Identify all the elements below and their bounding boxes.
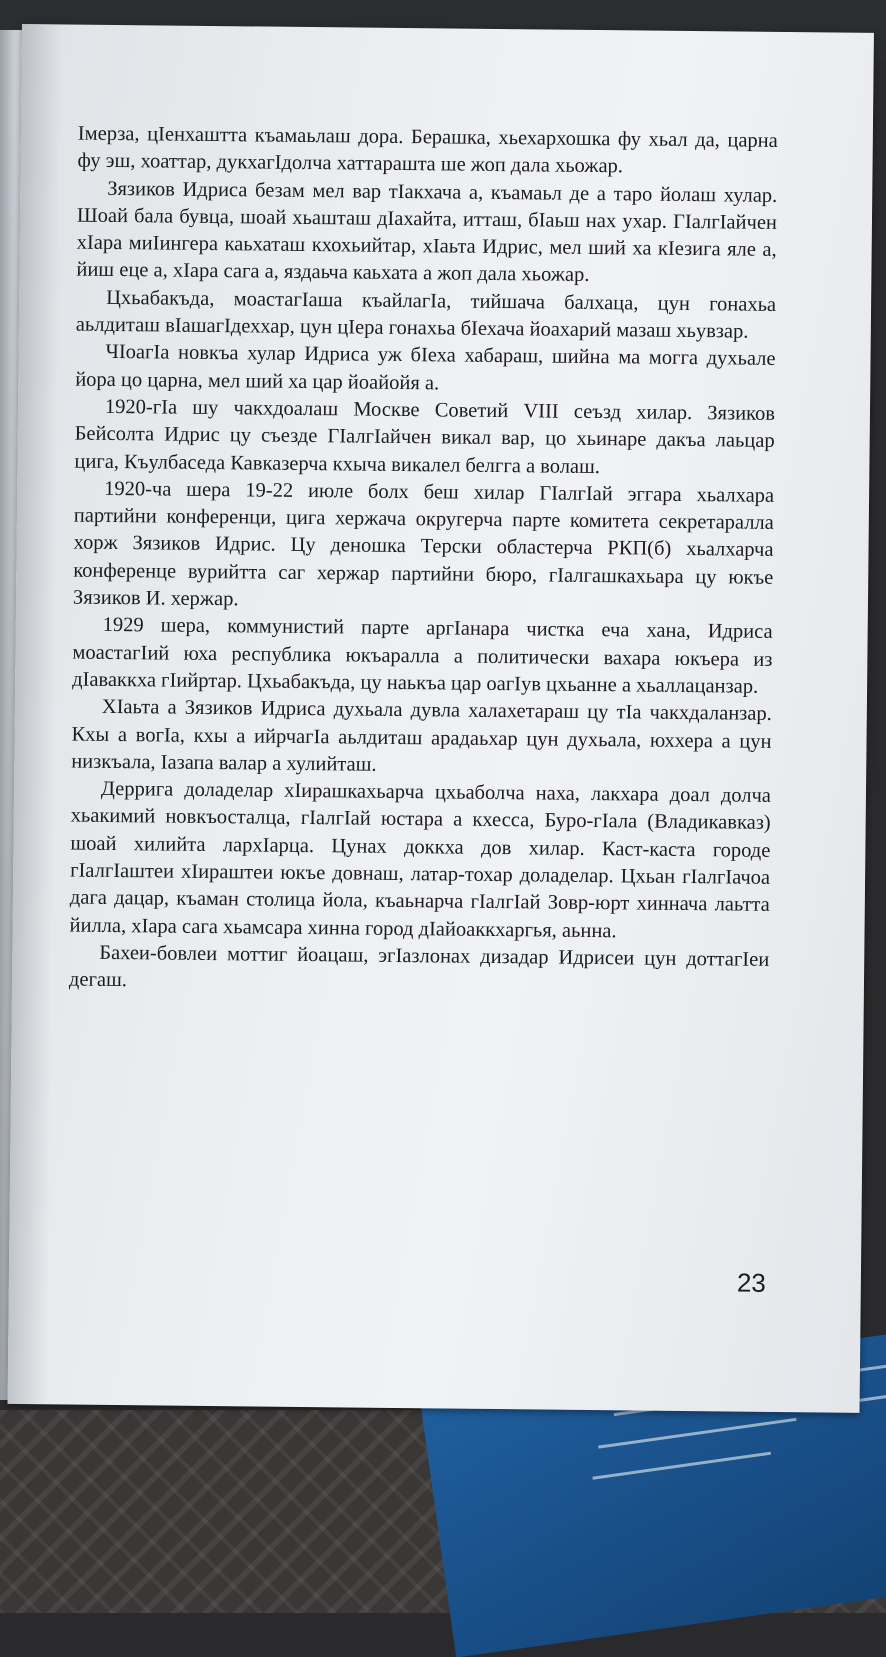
book-page xyxy=(8,24,874,1413)
paragraph: ЧІоагІа новкъа хулар Идриса уж бІеха хабараш, шийна ма могга духьале йора цо царна, мел ший ха цар йоайойя а. xyxy=(75,341,776,395)
book-cover-line xyxy=(598,1418,796,1449)
paragraph: 1929 шера, коммунистий парте аргІанара чистка еча хана, Идриса моастагІий юха республика юкъаралла а политически вахара юкъера из дІаваккха гІийртар. Цхьабакъда, цу наькъа цар оагІув цхьанне а хьаллацанзар. xyxy=(72,614,773,698)
paragraph: Зязиков Идриса безам мел вар тІакхача а, къамаьл де а таро йолаш хулар. Шоай бала бувца, шоай хьашташ дІахайта, итташ, бІаьш нах ухар. ГІалгІайчен хІара миІингера каьхаташ кхохьийтар, хІаьта Идрис, мел ший ха кІезига яле а, йиш еце а, хІара сага а, яздаьча каьхата а жоп дала хьожар. xyxy=(76,177,778,287)
page-number: 23 xyxy=(736,1267,767,1298)
paragraph: 1920-гІа шу чакхдоалаш Москве Советий VIII сеъзд хилар. Зязиков Бейсолта Идрис цу съезде ГІалгІайчен викал вар, цо хьинаре дакъа лаьцар цига, Къулбаседа Кавказерча кхыча викалел белгга а волаш. xyxy=(74,395,776,478)
paragraph: Цхьабакъда, моастагІаша къайлагІа, тийшача балхаца, цун гонахьа аьлдиташ вІашагІдеххар, цун цІера гонахьа бІехача йоахарий мазаш хьувзар. xyxy=(75,286,777,343)
paragraph: 1920-ча шера 19-22 июле болх беш хилар ГІалгІай эггара хьалхара партийни конференци, цига хержача округерча парте комитета секретаралла хорж Зязиков Идрис. Цу деношка Терски областерча РКП(б) хьалхарча конференце вурийтта саг хержар партийни бюро, гІалгашкахьара цу юкъе Зязиков И. хержар. xyxy=(72,477,775,611)
paragraph: Імерза, цІенхаштта къамаьлаш дора. Берашка, хьехархошка фу хьал да, царна фу эш, хоаттар, дукхагІдолча хаттараштa ше жоп дала хьожар. xyxy=(77,122,778,178)
paragraph: Бахеи-бовлеи моттиг йоацаш, эгІазлонах дизадар Идрисеи цун доттагІеи дегаш. xyxy=(68,941,770,992)
book-cover-line xyxy=(592,1452,771,1480)
paragraph: Деррига доладелар хІирашкахьарча цхьаболча наха, лакхара доал долча хьакимий новкъосталца, гІалгІай юстара а кхесса, Буро-гІала (Владикавказ) шоай хилийта лархІарца. Цунах доккха дов хилар. Каст-каста городе гІалгІаштеи хІираштеи юкъе довнаш, латар-тохар доладелар. Цхьан гІалгІачоа дага дацар, къаман столица йола, къаьнарча гІалгІай Зовр-юрт хиннача лаьтта йилла, хІара сага хьамсара хинна город дІайоаккхаргья, аьнна. xyxy=(69,777,772,942)
paragraph: ХІаьта а Зязиков Идриса духьала дувла халахетараш цу тІа чакхдаланзар. Кхы а вогІа, кхы а ийрчагІа аьлдиташ арадаьхар цун духьала, юххера а цун низкъала, Іазапа валар а хулийташ. xyxy=(71,696,772,776)
page-text xyxy=(69,121,778,1002)
